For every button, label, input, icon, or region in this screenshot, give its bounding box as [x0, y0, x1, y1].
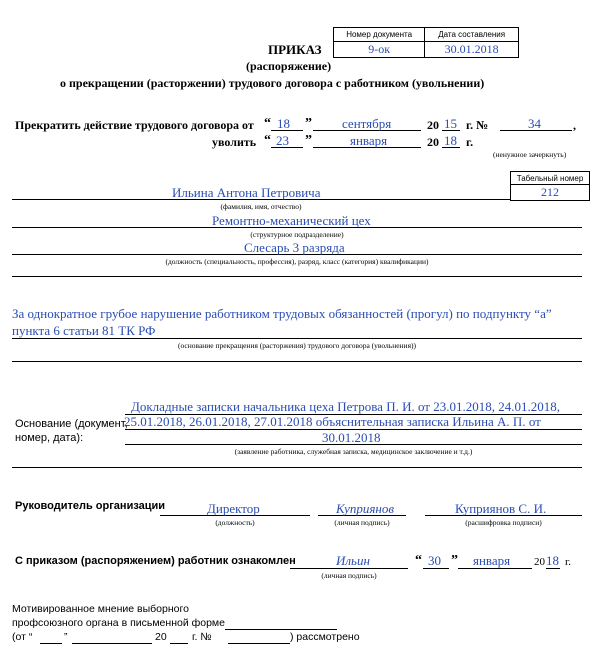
- union-from: (от “: [12, 631, 33, 643]
- year-number-label: г. №: [192, 631, 212, 643]
- position-caption: (должность (специальность, профессия), разряд, класс (категория) квалификации): [165, 257, 429, 266]
- terminate-label: Прекратить действие трудового договора от: [15, 118, 254, 132]
- tab-number-table: [510, 171, 590, 201]
- dismiss-label: уволить: [212, 135, 257, 149]
- head-label: Руководитель организации: [15, 500, 166, 512]
- quote-close: ”: [64, 631, 68, 643]
- doc-date-value: 30.01.2018: [425, 42, 519, 58]
- doc-date-header: Дата составления: [425, 28, 519, 42]
- year-prefix: 20: [534, 556, 545, 568]
- page-subtitle: (распоряжение): [246, 59, 332, 73]
- ack-signature: Ильин: [336, 553, 370, 568]
- department-caption: (структурное подразделение): [250, 230, 344, 239]
- ack-signature-caption: (личная подпись): [321, 571, 377, 580]
- contract-month: сентября: [342, 116, 392, 131]
- basis-label-2: номер, дата):: [15, 432, 84, 444]
- year-prefix: 20: [155, 631, 167, 643]
- year-prefix: 20: [427, 118, 439, 132]
- ack-month: января: [473, 553, 511, 568]
- quote-close: ”: [305, 116, 312, 131]
- tab-number-value: 212: [511, 185, 590, 201]
- ack-year: 18: [546, 553, 559, 568]
- basis-line-1: Докладные записки начальника цеха Петрова П. И. от 23.01.2018, 24.01.2018,: [131, 399, 560, 414]
- contract-year: 15: [444, 116, 457, 131]
- head-position: Директор: [207, 501, 260, 516]
- contract-day: 18: [277, 116, 290, 131]
- quote-close: ”: [305, 133, 312, 148]
- basis-label-1: Основание (документ,: [15, 418, 128, 430]
- ground-line-2: пункта 6 статьи 81 ТК РФ: [12, 323, 156, 338]
- union-line-2-underline: [225, 629, 337, 630]
- order-subject: о прекращении (расторжении) трудового договора с работником (увольнении): [60, 76, 485, 90]
- dismiss-month: января: [350, 133, 388, 148]
- department-value: Ремонтно-механический цех: [212, 213, 371, 228]
- head-decoded-caption: (расшифровка подписи): [465, 518, 542, 527]
- comma: ,: [573, 118, 576, 132]
- tab-number-header: Табельный номер: [511, 172, 590, 185]
- document-header-table: [333, 27, 519, 58]
- page-title: ПРИКАЗ: [268, 42, 322, 57]
- basis-caption: (заявление работника, служебная записка, медицинское заключение и т.д.): [234, 447, 473, 456]
- quote-open: “: [264, 133, 271, 148]
- ground-line-1: За однократное грубое нарушение работником трудовых обязанностей (прогул) по подпункту “а”: [12, 306, 552, 321]
- basis-line-3: 30.01.2018: [322, 430, 381, 445]
- ack-label: С приказом (распоряжением) работник ознакомлен: [15, 555, 296, 567]
- doc-number-header: Номер документа: [334, 28, 425, 42]
- head-signature: Куприянов: [336, 501, 394, 516]
- employee-name-caption: (фамилия, имя, отчество): [220, 202, 302, 211]
- contract-number: 34: [528, 116, 541, 131]
- year-prefix: 20: [427, 135, 439, 149]
- strike-note: (ненужное зачеркнуть): [493, 150, 567, 159]
- head-decoded-name: Куприянов С. И.: [455, 501, 547, 516]
- employee-name: Ильина Антона Петровича: [172, 185, 321, 200]
- year-label: г.: [466, 135, 474, 149]
- quote-close: ”: [451, 553, 458, 568]
- doc-number-value: 9-ок: [334, 42, 425, 58]
- dismiss-year: 18: [444, 133, 457, 148]
- dismiss-day: 23: [276, 133, 289, 148]
- ack-day: 30: [428, 553, 441, 568]
- head-signature-caption: (личная подпись): [334, 518, 390, 527]
- quote-open: “: [264, 116, 271, 131]
- union-end: ) рассмотрено: [290, 631, 360, 643]
- year-label: г.: [565, 556, 572, 568]
- year-number-label: г. №: [466, 118, 489, 132]
- union-line-1: Мотивированное мнение выборного: [12, 603, 189, 615]
- quote-open: “: [415, 553, 422, 568]
- position-value: Слесарь 3 разряда: [244, 240, 345, 255]
- basis-line-2: 25.01.2018, 26.01.2018, 27.01.2018 объяснительная записка Ильина А. П. от: [124, 414, 541, 429]
- head-position-caption: (должность): [215, 518, 255, 527]
- union-line-2: профсоюзного органа в письменной форме: [12, 617, 225, 629]
- ground-caption: (основание прекращения (расторжения) трудового договора (увольнения)): [177, 341, 417, 350]
